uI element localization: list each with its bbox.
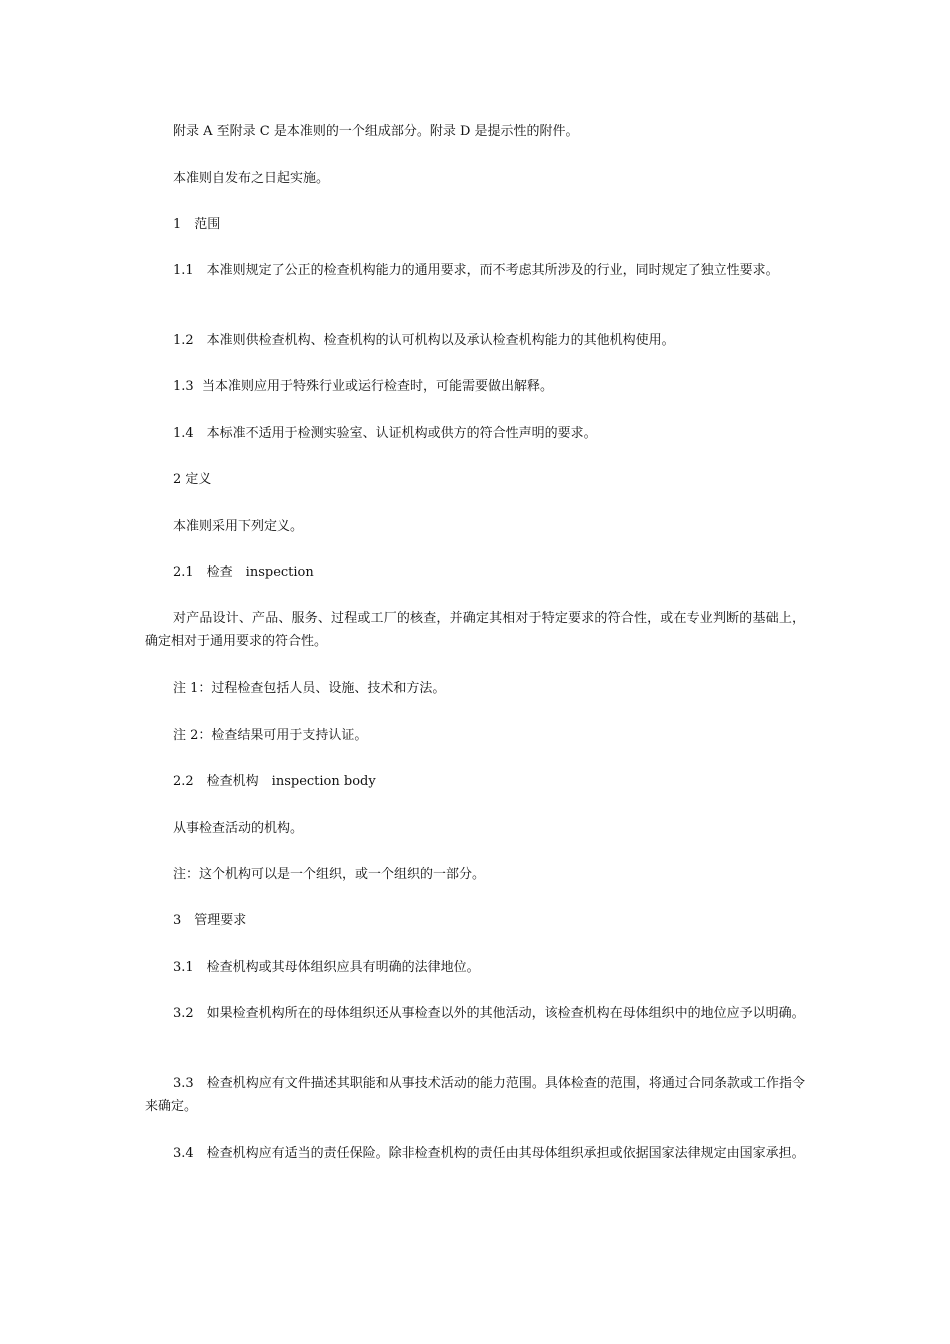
clause-3-4: 3.4 检查机构应有适当的责任保险。除非检查机构的责任由其母体组织承担或依据国家法律规定由国家承担。	[173, 1146, 805, 1161]
clause-3-3: 3.3 检查机构应有文件描述其职能和从事技术活动的能力范围。具体检查的范围，将通过合同条款或工作指令来确定。	[145, 1076, 805, 1114]
definition-inspection-body: 从事检查活动的机构。	[173, 821, 304, 836]
section-heading-scope: 1 范围	[173, 217, 221, 232]
clause-3-1: 3.1 检查机构或其母体组织应具有明确的法律地位。	[173, 960, 480, 975]
note-2: 注 2：检查结果可用于支持认证。	[173, 728, 368, 743]
paragraph-appendix-note: 附录 A 至附录 C 是本准则的一个组成部分。附录 D 是提示性的附件。	[173, 124, 579, 139]
note-1: 注 1：过程检查包括人员、设施、技术和方法。	[173, 681, 446, 696]
clause-1-3: 1.3 当本准则应用于特殊行业或运行检查时，可能需要做出解释。	[173, 379, 553, 394]
definition-inspection: 对产品设计、产品、服务、过程或工厂的核查，并确定其相对于特定要求的符合性，或在专业判断的基础上，确定相对于通用要求的符合性。	[145, 611, 805, 649]
clause-2-2-term: 2.2 检查机构 inspection body	[173, 774, 376, 789]
clause-1-4: 1.4 本标准不适用于检测实验室、认证机构或供方的符合性声明的要求。	[173, 426, 597, 441]
section-heading-definitions: 2 定义	[173, 472, 212, 487]
section-heading-management: 3 管理要求	[173, 913, 247, 928]
paragraph-definitions-intro: 本准则采用下列定义。	[173, 519, 304, 534]
note-inspection-body: 注：这个机构可以是一个组织，或一个组织的一部分。	[173, 867, 486, 882]
clause-1-2: 1.2 本准则供检查机构、检查机构的认可机构以及承认检查机构能力的其他机构使用。	[173, 333, 675, 348]
paragraph-effective-date: 本准则自发布之日起实施。	[173, 171, 330, 186]
clause-1-1: 1.1 本准则规定了公正的检查机构能力的通用要求，而不考虑其所涉及的行业，同时规定了独立性要求。	[173, 263, 779, 278]
clause-3-2: 3.2 如果检查机构所在的母体组织还从事检查以外的其他活动，该检查机构在母体组织中的地位应予以明确。	[173, 1006, 805, 1021]
clause-2-1-term: 2.1 检查 inspection	[173, 565, 314, 580]
